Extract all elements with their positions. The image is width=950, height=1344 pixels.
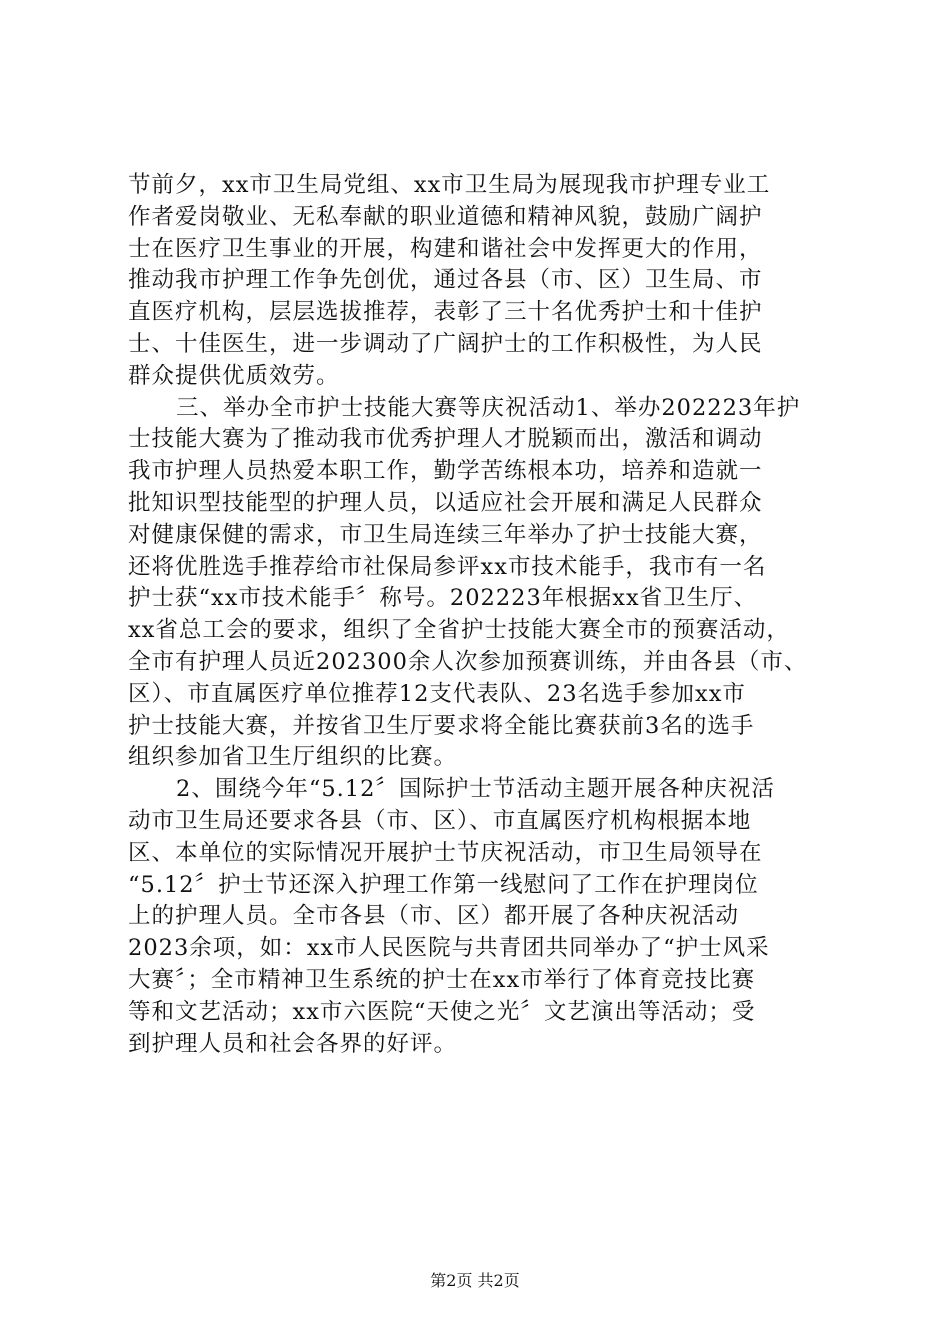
- text-line: 区、本单位的实际情况开展护士节庆祝活动，市卫生局领导在: [128, 839, 763, 866]
- text-line: 直医疗机构，层层选拔推荐，表彰了三十名优秀护士和十佳护: [128, 299, 763, 326]
- text-line: 士在医疗卫生事业的开展，构建和谐社会中发挥更大的作用，: [128, 235, 763, 262]
- text-line: 护士技能大赛，并按省卫生厅要求将全能比赛获前3名的选手: [128, 712, 755, 739]
- text-line: “5.12〞护士节还深入护理工作第一线慰问了工作在护理岗位: [128, 871, 759, 898]
- text-line: 士、十佳医生，进一步调动了广阔护士的工作积极性，为人民: [128, 330, 763, 357]
- text-line: 还将优胜选手推荐给市社保局参评xx市技术能手，我市有一名: [128, 553, 767, 580]
- text-line: 节前夕，xx市卫生局党组、xx市卫生局为展现我市护理专业工: [128, 172, 771, 198]
- text-line: 动市卫生局还要求各县（市、区）、市直属医疗机构根据本地: [128, 807, 752, 834]
- text-line: 区）、市直属医疗单位推荐12支代表队、23名选手参加xx市: [128, 680, 746, 707]
- text-line: 推动我市护理工作争先创优，通过各县（市、区）卫生局、市: [128, 267, 763, 294]
- text-line: 群众提供优质效劳。: [128, 362, 340, 389]
- document-body: [128, 170, 833, 1060]
- text-line: 大赛〞；全市精神卫生系统的护士在xx市举行了体育竞技比赛: [128, 966, 756, 993]
- text-line: 三、举办全市护士技能大赛等庆祝活动1、举办202223年护: [176, 394, 801, 421]
- text-line: 我市护理人员热爱本职工作，勤学苦练根本功，培养和造就一: [128, 458, 763, 485]
- text-line: 批知识型技能型的护理人员，以适应社会开展和满足人民群众: [128, 489, 763, 516]
- text-line: 组织参加省卫生厅组织的比赛。: [128, 744, 458, 771]
- text-line: 2、围绕今年“5.12〞国际护士节活动主题开展各种庆祝活: [176, 776, 775, 803]
- text-line: 作者爱岗敬业、无私奉献的职业道德和精神风貌，鼓励广阔护: [128, 203, 763, 230]
- text-line: 全市有护理人员近202300余人次参加预赛训练，并由各县（市、: [128, 648, 808, 675]
- text-line: 等和文艺活动；xx市六医院“天使之光〞文艺演出等活动；受: [128, 998, 756, 1025]
- text-line: 2023余项，如：xx市人民医院与共青团共同举办了“护士风采: [128, 935, 770, 962]
- text-line: 对健康保健的需求，市卫生局连续三年举办了护士技能大赛，: [128, 521, 763, 548]
- text-line: 士技能大赛为了推动我市优秀护理人才脱颖而出，激活和调动: [128, 426, 763, 453]
- text-line: 上的护理人员。全市各县（市、区）都开展了各种庆祝活动: [128, 903, 740, 930]
- page-number-footer: 第2页 共2页: [430, 1271, 520, 1290]
- text-line: xx省总工会的要求，组织了全省护士技能大赛全市的预赛活动，: [128, 617, 790, 644]
- text-line: 护士获“xx市技术能手〞称号。202223年根据xx省卫生厅、: [128, 585, 758, 612]
- text-line: 到护理人员和社会各界的好评。: [128, 1030, 458, 1057]
